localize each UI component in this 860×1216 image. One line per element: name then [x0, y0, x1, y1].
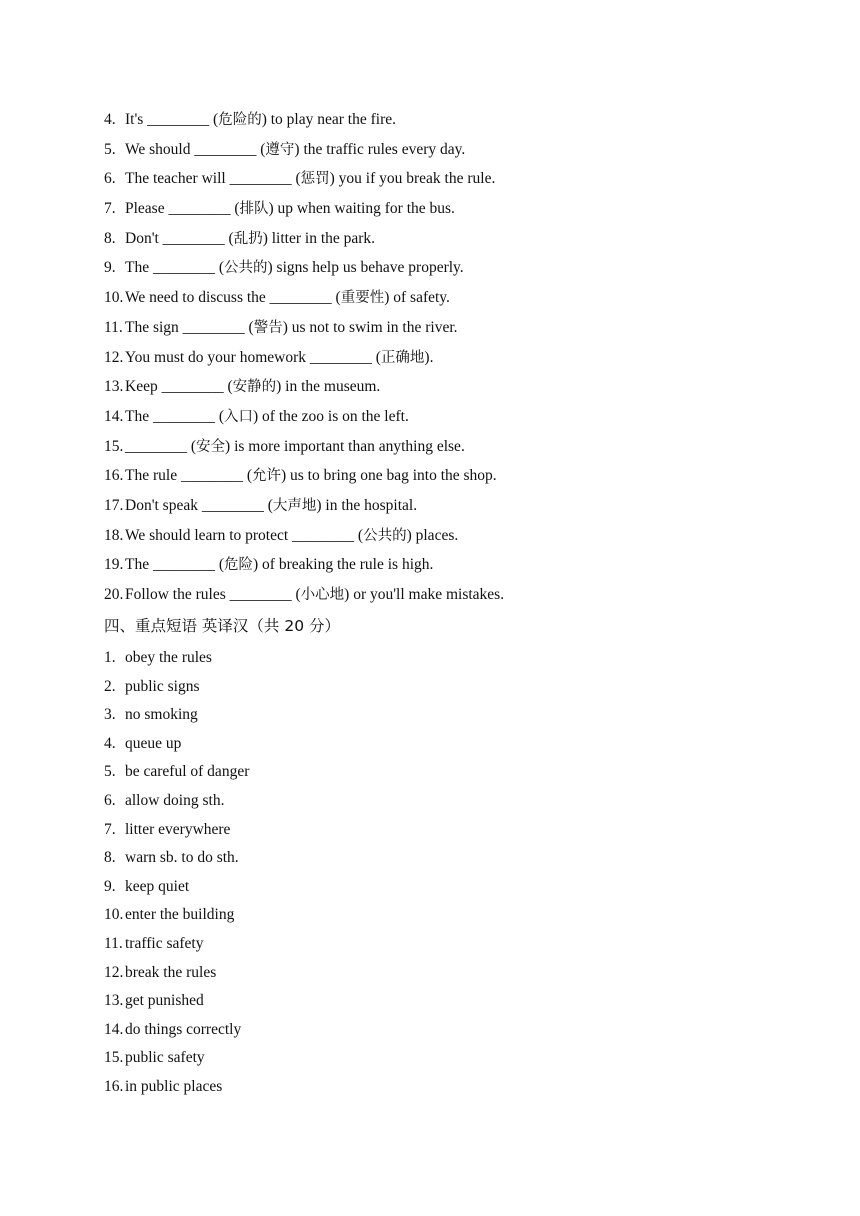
phrase-number: 14.	[104, 1020, 124, 1038]
question-number: 15.	[104, 437, 124, 455]
chinese-hint: 遵守	[265, 141, 295, 158]
chinese-hint: 安全	[196, 438, 226, 455]
phrase-text: in public places	[125, 1077, 223, 1095]
question-text-before: Follow the rules ________ (	[125, 586, 301, 603]
question-number: 9.	[104, 259, 116, 277]
phrase-item	[104, 644, 249, 673]
phrase-number: 6.	[104, 791, 116, 809]
question-text-after: ) or you'll make mistakes.	[344, 586, 505, 603]
question-text-before: The ________ (	[125, 556, 225, 574]
phrase-text: traffic safety	[125, 934, 204, 952]
question-item	[104, 313, 504, 343]
question-number: 13.	[104, 378, 124, 396]
phrase-text: public safety	[125, 1049, 205, 1067]
phrase-item	[104, 758, 249, 787]
phrase-item	[104, 816, 249, 845]
phrase-text: litter everywhere	[125, 820, 231, 838]
question-text-after: ) us not to swim in the river.	[282, 318, 458, 336]
question-number: 14.	[104, 407, 124, 425]
question-text-after: ) litter in the park.	[262, 229, 376, 247]
phrase-number: 4.	[104, 734, 116, 752]
question-text-before: The ________ (	[125, 259, 225, 277]
chinese-hint: 允许	[251, 468, 281, 485]
chinese-hint: 安静的	[232, 379, 277, 396]
chinese-hint: 乱扔	[233, 230, 263, 247]
question-item	[104, 580, 504, 610]
question-text-before: We need to discuss the ________ (	[125, 289, 341, 307]
chinese-hint: 危险	[224, 557, 254, 574]
question-text-before: You must do your homework ________ (	[125, 348, 381, 366]
question-text-before: ________ (	[125, 437, 197, 455]
question-number: 17.	[104, 496, 124, 514]
phrase-list	[104, 644, 249, 1102]
phrase-text: obey the rules	[125, 649, 212, 666]
question-text-after: ) the traffic rules every day.	[294, 140, 466, 158]
phrase-number: 5.	[104, 763, 116, 781]
question-text-before: The ________ (	[125, 407, 225, 425]
phrase-text: no smoking	[125, 706, 198, 724]
question-text-after: ) of safety.	[384, 289, 450, 307]
phrase-item	[104, 730, 249, 759]
chinese-hint: 危险的	[218, 112, 262, 128]
phrase-item	[104, 1073, 249, 1102]
phrase-item	[104, 873, 249, 902]
question-item	[104, 521, 504, 551]
phrase-number: 15.	[104, 1049, 124, 1067]
question-number: 7.	[104, 200, 116, 218]
phrase-item	[104, 787, 249, 816]
question-item	[104, 432, 504, 462]
question-item	[104, 194, 504, 224]
chinese-hint: 公共的	[224, 260, 268, 277]
phrase-text: get punished	[125, 992, 204, 1010]
phrase-text: enter the building	[125, 906, 235, 924]
question-number: 6.	[104, 170, 116, 188]
question-item	[104, 402, 504, 432]
chinese-hint: 公共的	[363, 527, 407, 544]
question-text-after: ) in the hospital.	[316, 496, 418, 514]
question-item	[104, 105, 504, 135]
phrase-text: warn sb. to do sth.	[125, 849, 239, 867]
question-number: 5.	[104, 140, 116, 158]
question-item	[104, 253, 504, 283]
phrase-item	[104, 959, 249, 988]
question-text-after: ) you if you break the rule.	[329, 170, 496, 188]
question-item	[104, 164, 504, 194]
question-text-before: The sign ________ (	[125, 318, 254, 336]
question-number: 18.	[104, 526, 124, 544]
phrase-item	[104, 844, 249, 873]
phrase-number: 10.	[104, 906, 124, 924]
question-number: 20.	[104, 586, 124, 603]
phrase-number: 12.	[104, 963, 124, 981]
question-item	[104, 550, 504, 580]
chinese-hint: 大声地	[272, 497, 317, 514]
phrase-number: 1.	[104, 649, 116, 666]
phrase-number: 8.	[104, 849, 116, 867]
question-text-after: ).	[424, 348, 434, 366]
phrase-number: 2.	[104, 677, 116, 695]
question-number: 19.	[104, 556, 124, 574]
question-number: 12.	[104, 348, 124, 366]
question-text-after: ) to play near the fire.	[261, 111, 396, 128]
chinese-hint: 警告	[253, 319, 283, 336]
phrase-item	[104, 1044, 249, 1073]
phrase-item	[104, 673, 249, 702]
question-number: 4.	[104, 111, 116, 128]
phrase-text: public signs	[125, 677, 200, 695]
phrase-text: break the rules	[125, 963, 217, 981]
question-item	[104, 283, 504, 313]
phrase-item	[104, 1016, 249, 1045]
chinese-hint: 重要性	[340, 290, 385, 307]
question-text-before: Don't speak ________ (	[125, 496, 273, 514]
question-number: 10.	[104, 289, 124, 307]
chinese-hint: 正确地	[380, 349, 425, 366]
question-text-before: Please ________ (	[125, 200, 240, 218]
question-text-after: ) signs help us behave properly.	[267, 259, 464, 277]
question-text-before: The rule ________ (	[125, 467, 252, 485]
question-text-after: ) of the zoo is on the left.	[253, 407, 409, 425]
phrase-text: be careful of danger	[125, 763, 250, 781]
question-text-after: ) is more important than anything else.	[225, 437, 465, 455]
question-item	[104, 343, 504, 373]
phrase-number: 16.	[104, 1077, 124, 1095]
fill-in-blank-list	[104, 105, 504, 610]
phrase-number: 3.	[104, 706, 116, 724]
question-text-after: ) up when waiting for the bus.	[268, 200, 455, 218]
phrase-text: keep quiet	[125, 877, 190, 895]
question-text-before: It's ________ (	[125, 111, 219, 128]
phrase-number: 13.	[104, 992, 124, 1010]
phrase-text: allow doing sth.	[125, 791, 225, 809]
question-text-after: ) in the museum.	[276, 378, 381, 396]
question-text-before: Keep ________ (	[125, 378, 233, 396]
question-number: 11.	[104, 318, 123, 336]
question-text-before: We should learn to protect ________ (	[125, 526, 364, 544]
chinese-hint: 惩罚	[300, 171, 330, 188]
question-text-after: ) of breaking the rule is high.	[253, 556, 434, 574]
chinese-hint: 入口	[224, 408, 254, 425]
question-item	[104, 372, 504, 402]
question-item	[104, 461, 504, 491]
phrase-number: 11.	[104, 934, 123, 952]
phrase-number: 9.	[104, 877, 116, 895]
phrase-item	[104, 987, 249, 1016]
phrase-item	[104, 930, 249, 959]
phrase-text: do things correctly	[125, 1020, 242, 1038]
question-number: 16.	[104, 467, 124, 485]
question-number: 8.	[104, 229, 116, 247]
phrase-item	[104, 901, 249, 930]
chinese-hint: 排队	[239, 201, 269, 218]
question-text-before: Don't ________ (	[125, 229, 234, 247]
question-text-before: The teacher will ________ (	[125, 170, 301, 188]
phrase-item	[104, 701, 249, 730]
question-item	[104, 135, 504, 165]
phrase-number: 7.	[104, 820, 116, 838]
question-item	[104, 491, 504, 521]
phrase-text: queue up	[125, 734, 182, 752]
question-text-before: We should ________ (	[125, 140, 266, 158]
question-text-after: ) places.	[406, 526, 459, 544]
question-text-after: ) us to bring one bag into the shop.	[280, 467, 497, 485]
chinese-hint: 小心地	[300, 587, 345, 603]
section-heading: 四、重点短语 英译汉（共 20 分）	[104, 617, 341, 635]
question-item	[104, 224, 504, 254]
